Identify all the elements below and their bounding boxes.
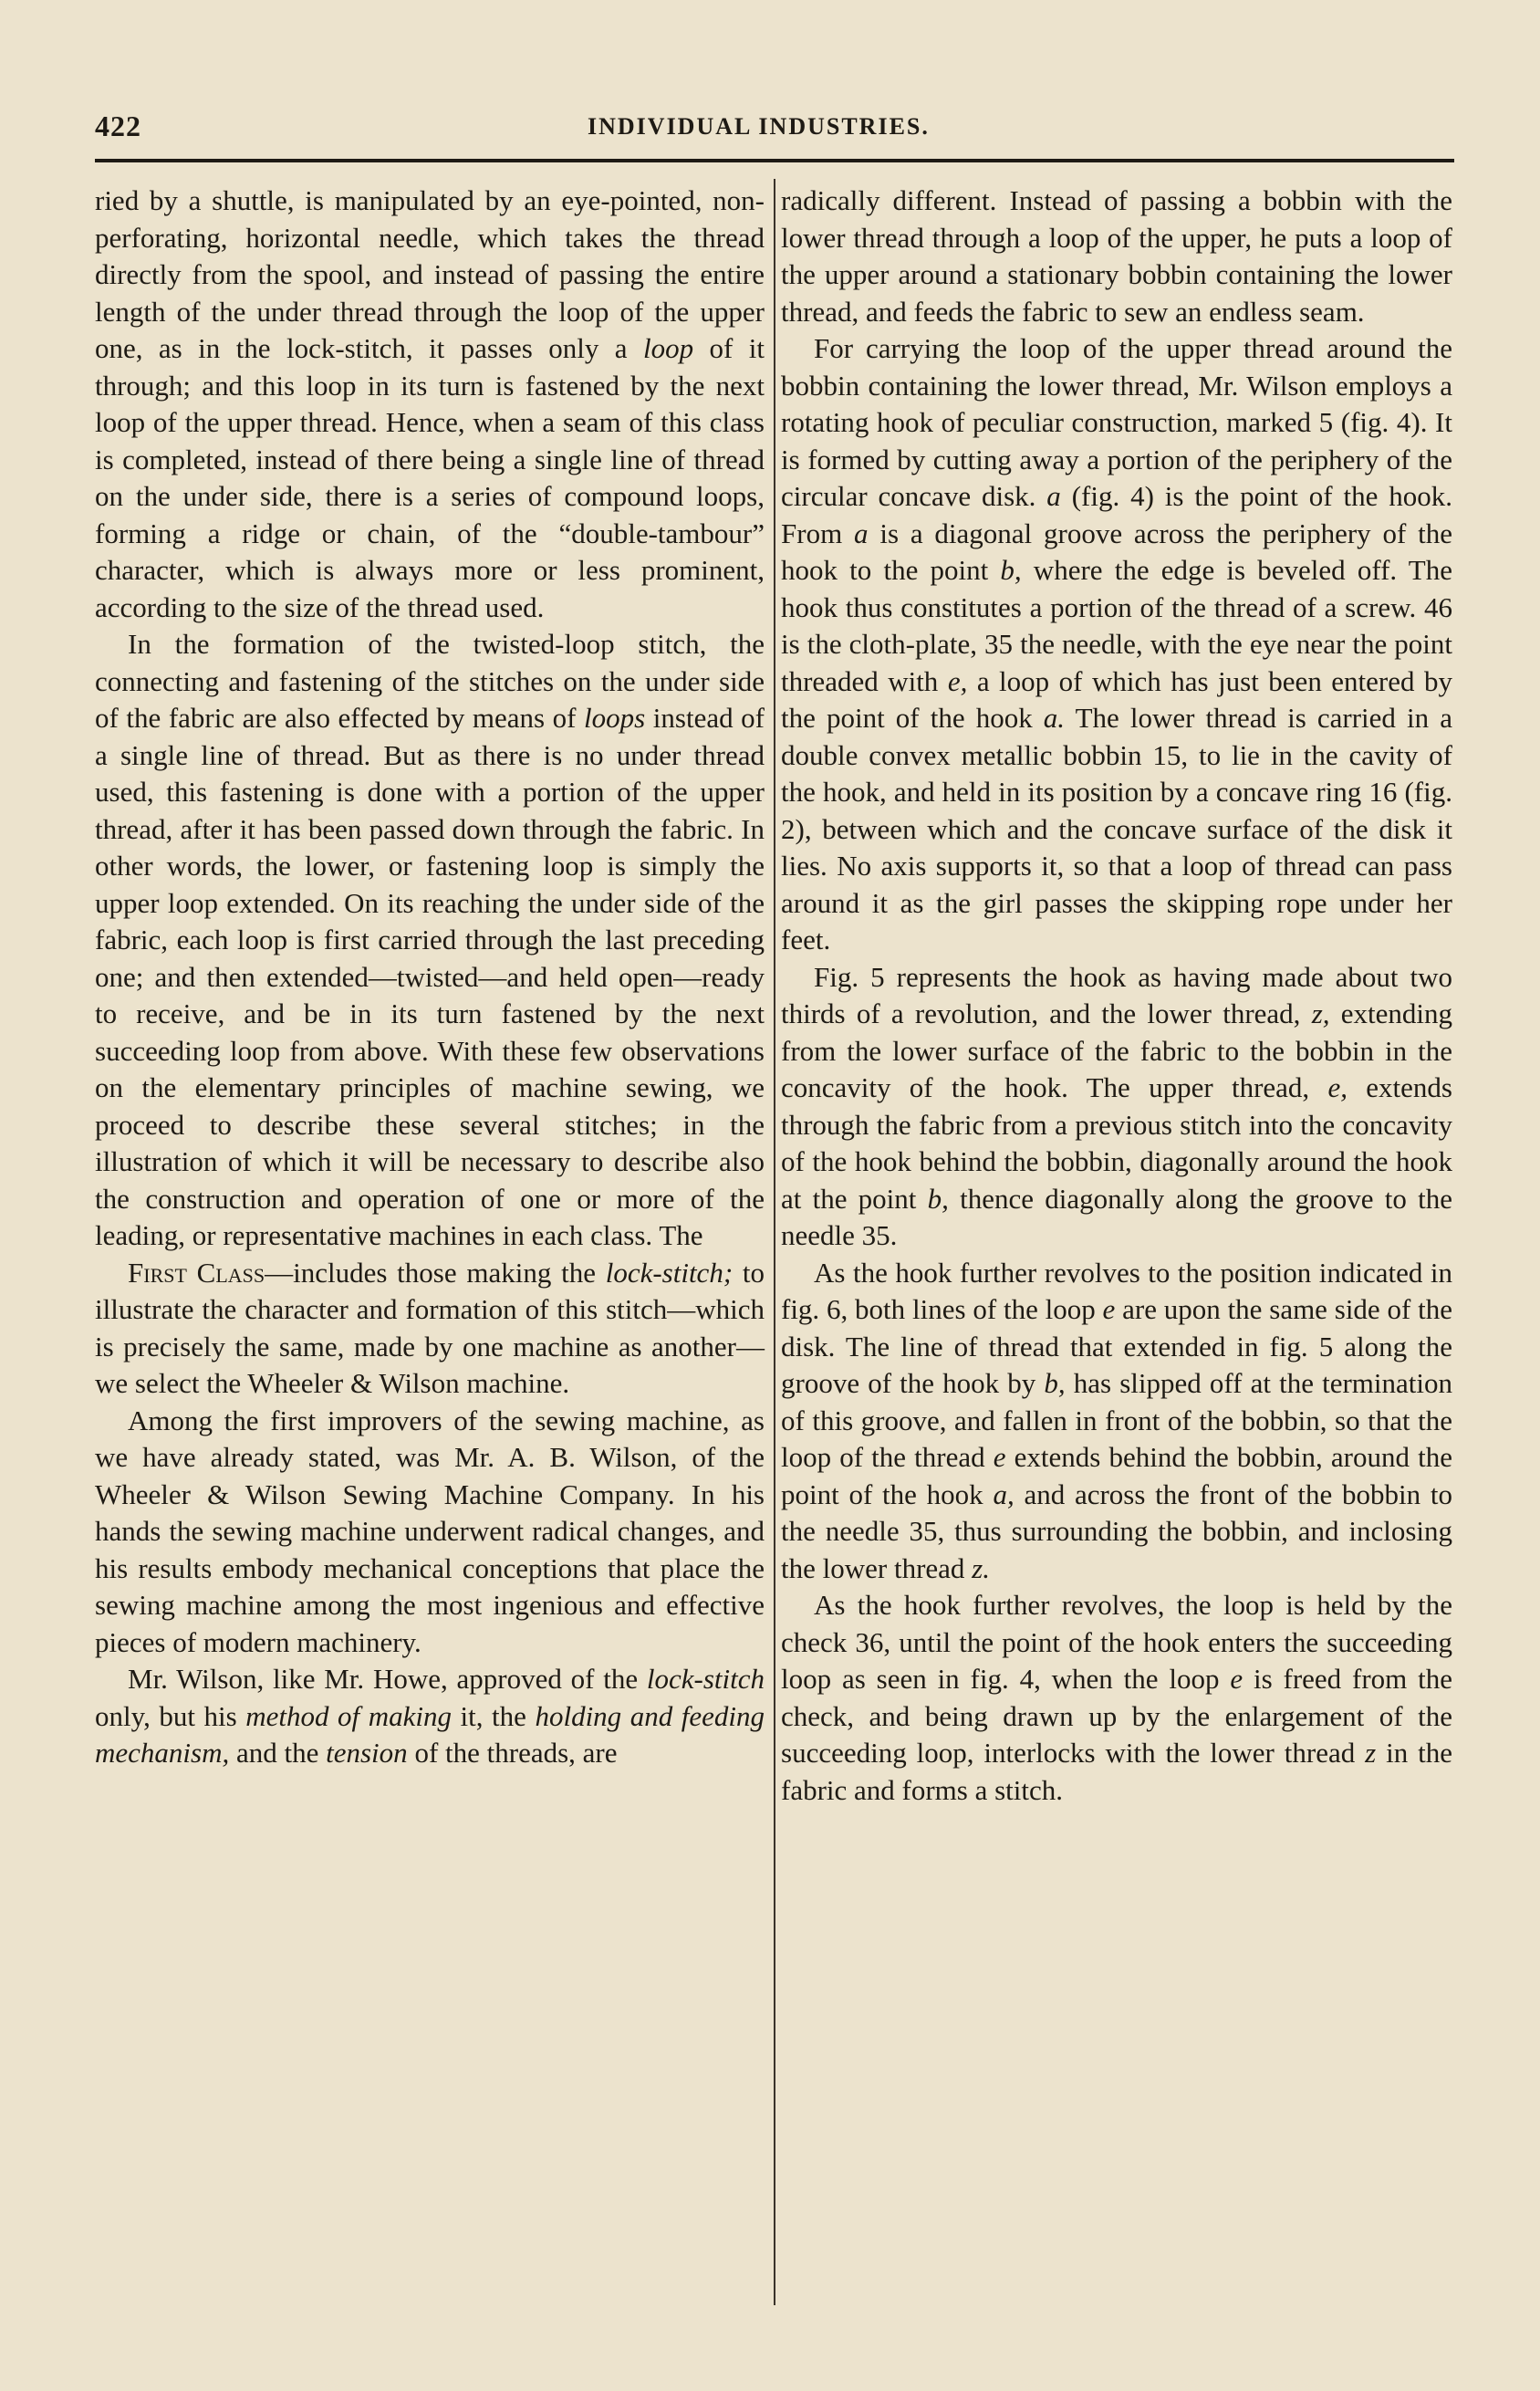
running-head: INDIVIDUAL INDUSTRIES.	[588, 113, 930, 140]
page-header	[95, 110, 1454, 146]
paragraph: Among the first improvers of the sewing machine, as we have already stated, was Mr. A. B. Wilson, of the Wheeler & Wilson Sewing Machine Company. In his hands the sewing machine underwent radical changes, and his results embody mechanical conceptions that place the sewing machine among the most ingenious and effective pieces of modern machinery.	[95, 1404, 765, 1658]
paragraph: ried by a shuttle, is manipulated by an eye-pointed, non-perforating, horizontal needle, which takes the thread directly from the spool, and instead of passing the entire length of the under thread through the loop of the upper one, as in the lock-stitch, it passes only a loop of it through; and this loop in its turn is fastened by the next loop of the upper thread. Hence, when a seam of this class is completed, instead of there being a single line of thread on the under side, there is a series of compound loops, forming a ridge or chain, of the “double-tambour” character, which is always more or less prominent, according to the size of the thread used.	[95, 184, 765, 623]
header-rule	[95, 159, 1454, 162]
paragraph: First Class—includes those making the lock-stitch; to illustrate the character and formation of this stitch—which is precisely the same, made by one machine as another—we select the Wheeler & Wilson machine.	[95, 1256, 765, 1399]
paragraph: For carrying the loop of the upper thread around the bobbin containing the lower thread, Mr. Wilson employs a rotating hook of peculiar construction, marked 5 (fig. 4). It is formed by cutting away a portion of the periphery of the circular concave disk. a (fig. 4) is the point of the hook. From a is a diagonal groove across the periphery of the hook to the point b, where the edge is beveled off. The hook thus constitutes a portion of the thread of a screw. 46 is the cloth-plate, 35 the needle, with the eye near the point threaded with e, a loop of which has just been entered by the point of the hook a. The lower thread is carried in a double convex metallic bobbin 15, to lie in the cavity of the hook, and held in its position by a concave ring 16 (fig. 2), between which and the concave surface of the disk it lies. No axis supports it, so that a loop of thread can pass around it as the girl passes the skipping rope under her feet.	[781, 332, 1453, 955]
page-number: 422	[95, 110, 141, 142]
paragraph: Fig. 5 represents the hook as having made about two thirds of a revolution, and the lower thread, z, extending from the lower surface of the fabric to the bobbin in the concavity of the hook. The upper thread, e, extends through the fabric from a previous stitch into the concavity of the hook behind the bobbin, diagonally around the hook at the point b, thence diagonally along the groove to the needle 35.	[781, 960, 1452, 1251]
column-rule	[774, 179, 775, 2305]
paragraph: As the hook further revolves to the position indicated in fig. 6, both lines of the loop e are upon the same side of the disk. The line of thread that extended in fig. 5 along the groove of the hook by b, has slipped off at the termination of this groove, and fallen in front of the bobbin, so that the loop of the thread e extends behind the bobbin, around the point of the hook a, and across the front of the bobbin to the needle 35, thus surrounding the bobbin, and inclosing the lower thread z.	[781, 1256, 1453, 1584]
right-column	[781, 183, 1452, 1809]
paragraph: As the hook further revolves, the loop is held by the check 36, until the point of the hook enters the succeeding loop as seen in fig. 4, when the loop e is freed from the check, and being drawn up by the enlargement of the succeeding loop, interlocks with the lower thread z in the fabric and forms a stitch.	[781, 1589, 1452, 1806]
left-column	[95, 183, 765, 1772]
paragraph: Mr. Wilson, like Mr. Howe, approved of the lock-stitch only, but his method of making it, the holding and feeding mechanism, and the tension of the threads, are	[95, 1663, 765, 1769]
paragraph: In the formation of the twisted-loop stitch, the connecting and fastening of the stitches on the under side of the fabric are also effected by means of loops instead of a single line of thread. But as there is no under thread used, this fastening is done with a portion of the upper thread, after it has been passed down through the fabric. In other words, the lower, or fastening loop is simply the upper loop extended. On its reaching the under side of the fabric, each loop is first carried through the last preceding one; and then extended—twisted—and held open—ready to receive, and be in its turn fastened by the next succeeding loop from above. With these few observations on the elementary principles of machine sewing, we proceed to describe these several stitches; in the illustration of which it will be necessary to describe also the construction and operation of one or more of the leading, or representative machines in each class. The	[95, 628, 765, 1251]
paragraph: radically different. Instead of passing a bobbin with the lower thread through a loop of the upper, he puts a loop of the upper around a stationary bobbin containing the lower thread, and feeds the fabric to sew an endless seam.	[781, 184, 1452, 328]
